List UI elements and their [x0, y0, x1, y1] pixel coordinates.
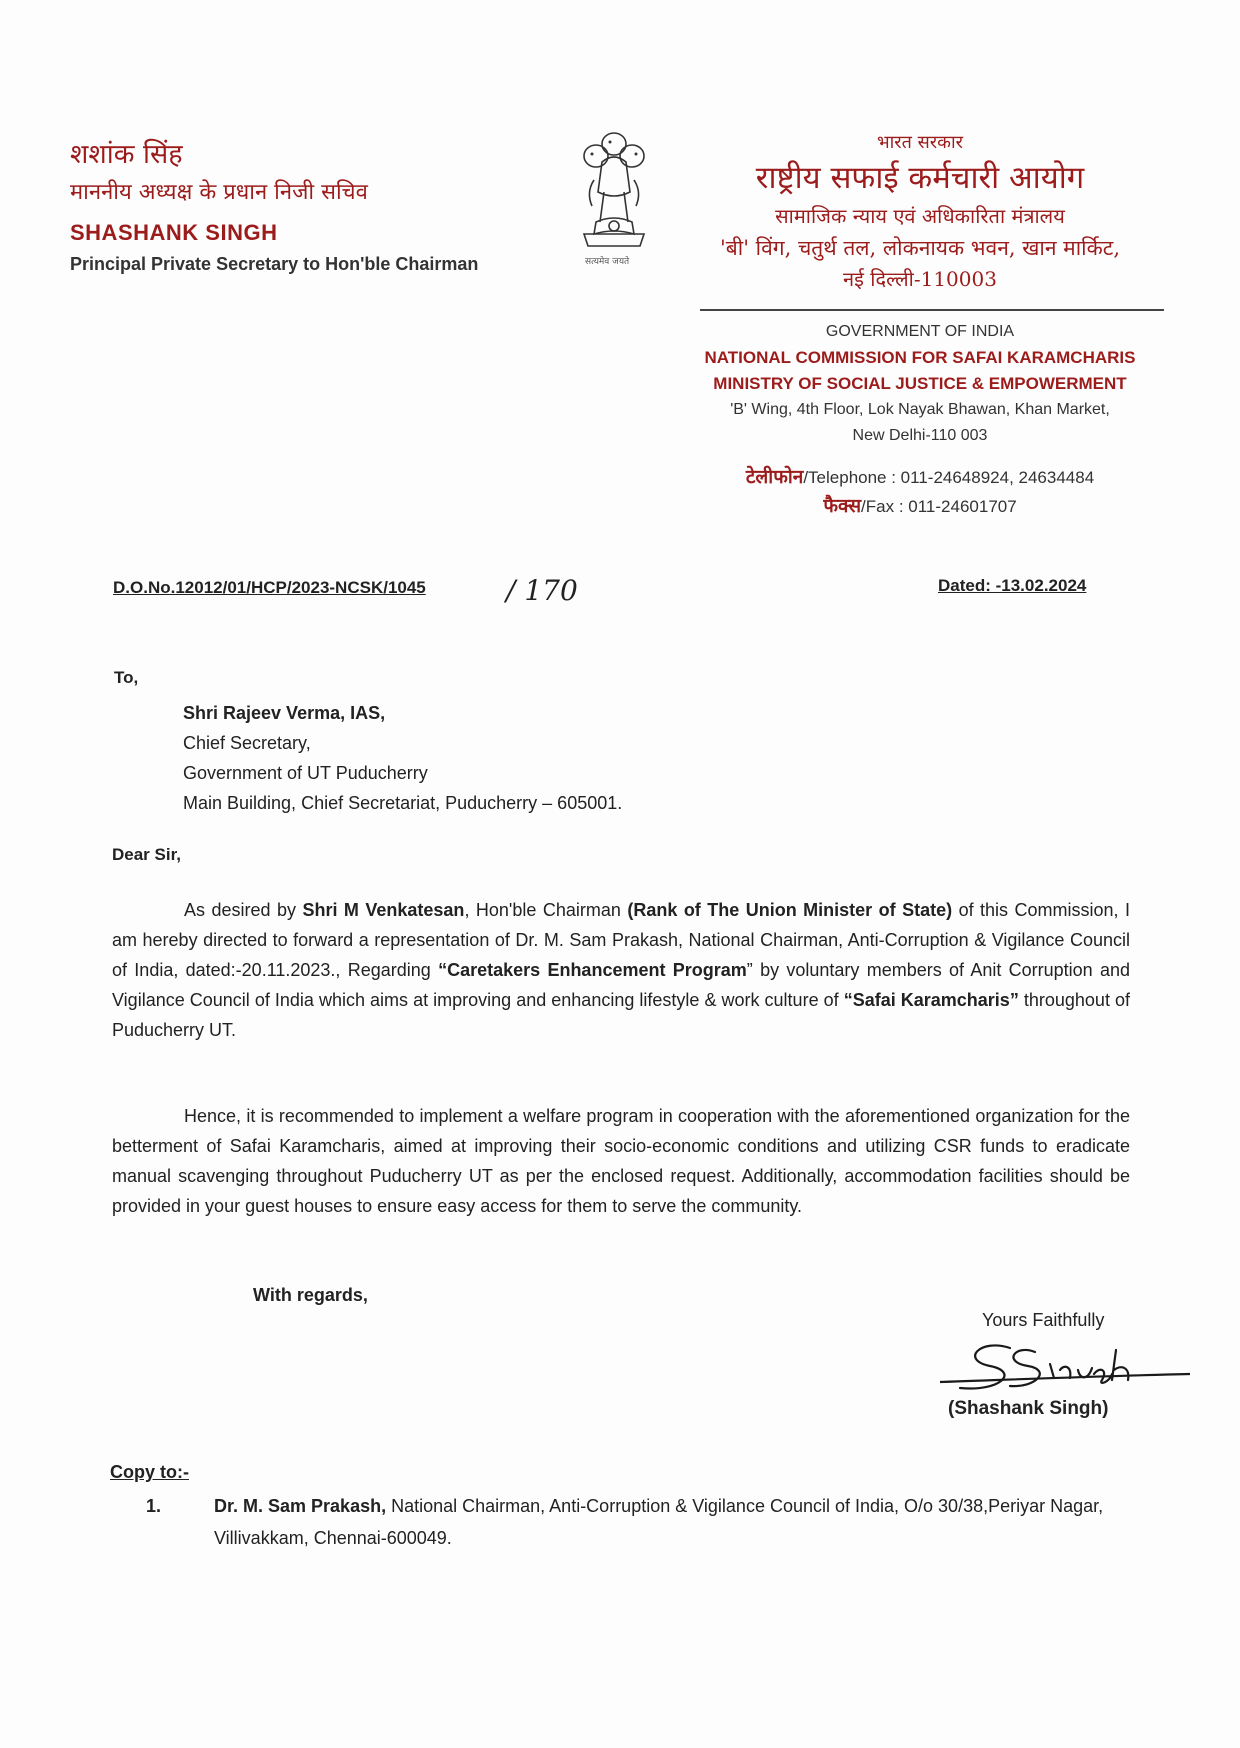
p1-bold-4: “Safai Karamcharis” [843, 990, 1019, 1010]
body-paragraph-2: Hence, it is recommended to implement a welfare program in cooperation with the aforementioned organization for the betterment of Safai Karamcharis, aimed at improving their socio-economic conditions and utilizing CSR funds to eradicate manual scavenging throughout Puducherry UT as per the enclosed request. Additionally, accommodation facilities should be provided in your guest houses to ensure easy access for them to serve the community. [112, 1106, 1130, 1216]
p1-text-5: throughout of Puducherry UT. [112, 990, 1130, 1040]
commission-header-hindi [660, 130, 1180, 294]
p1-bold-1: Shri M Venkatesan [302, 900, 465, 920]
copy-to-label: Copy to:- [110, 1462, 189, 1482]
telephone-number: /Telephone : 011-24648924, 24634484 [803, 468, 1095, 487]
p1-bold-2: (Rank of The Union Minister of State) [627, 900, 953, 920]
ministry-english: MINISTRY OF SOCIAL JUSTICE & EMPOWERMENT [713, 374, 1127, 393]
commission-name-hindi: राष्ट्रीय सफाई कर्मचारी आयोग [755, 160, 1085, 196]
government-english: GOVERNMENT OF INDIA [825, 323, 1015, 340]
header-divider [700, 309, 1164, 311]
recipient-designation: Chief Secretary, [183, 733, 311, 753]
body-paragraph-1 [112, 895, 1130, 1045]
sender-name-english: SHASHANK SINGH [70, 220, 278, 245]
telephone-line [660, 463, 1180, 492]
contact-details [660, 463, 1180, 521]
ministry-hindi: सामाजिक न्याय एवं अधिकारिता मंत्रालय [775, 204, 1065, 228]
signature-icon [940, 1330, 1190, 1400]
copy-item [214, 1490, 1134, 1554]
recipient-street-address: Main Building, Chief Secretariat, Puducherry – 605001. [183, 793, 623, 813]
emblem-motto: सत्यमेव जयते [585, 257, 630, 267]
recipient-organization: Government of UT Puducherry [183, 763, 428, 783]
do-number: D.O.No.12012/01/HCP/2023-NCSK/1045 [113, 578, 426, 597]
government-hindi: भारत सरकार [876, 132, 964, 153]
telephone-label-hindi: टेलीफोन [745, 466, 804, 488]
sender-name-hindi: शशांक सिंह [70, 139, 183, 170]
address-english: 'B' Wing, 4th Floor, Lok Nayak Bhawan, Khan Market, [730, 401, 1110, 418]
p1-text-3: of this Commission, I am hereby directed to forward a representation of Dr. M. Sam Prakash, National Chairman, Anti-Corruption & Vigilance Council of India, dated:-20.11.2023., Regarding [112, 900, 1130, 980]
p1-text-1: As desired by [184, 900, 303, 920]
city-english: New Delhi-110 003 [852, 427, 988, 444]
commission-header-english [660, 320, 1180, 521]
address-hindi: 'बी' विंग, चतुर्थ तल, लोकनायक भवन, खान मार्किट, [720, 236, 1120, 260]
to-label: To, [114, 668, 139, 687]
signatory-name: (Shashank Singh) [948, 1398, 1109, 1419]
p1-text-4: ” by voluntary members of Anit Corruption and Vigilance Council of India which aims at improving and enhancing lifestyle & work culture of [112, 960, 1131, 1010]
sender-designation-english: Principal Private Secretary to Hon'ble Chairman [70, 254, 479, 274]
closing-regards: With regards, [253, 1285, 368, 1305]
national-emblem-icon [574, 122, 654, 272]
fax-number: /Fax : 011-24601707 [861, 497, 1017, 516]
p1-text-2: , Hon'ble Chairman [464, 900, 628, 920]
recipient-address [183, 698, 622, 818]
commission-name-english: NATIONAL COMMISSION FOR SAFAI KARAMCHARIS [704, 348, 1136, 367]
fax-line [660, 492, 1180, 521]
copy-item-text: National Chairman, Anti-Corruption & Vigilance Council of India, O/o 30/38,Periyar Nagar, Villivakkam, Chennai-600049. [214, 1496, 1104, 1548]
closing-yours-faithfully: Yours Faithfully [982, 1310, 1105, 1330]
letter-date: Dated: -13.02.2024 [938, 576, 1087, 595]
p1-bold-3: “Caretakers Enhancement Program [438, 960, 747, 980]
sender-designation-hindi: माननीय अध्यक्ष के प्रधान निजी सचिव [70, 180, 368, 205]
copy-item-number: 1. [146, 1496, 162, 1516]
handwritten-reference: / 170 [506, 574, 578, 607]
copy-item-name: Dr. M. Sam Prakash, [214, 1496, 387, 1516]
recipient-name: Shri Rajeev Verma, IAS, [183, 703, 386, 723]
salutation: Dear Sir, [112, 845, 181, 864]
city-hindi: नई दिल्ली-110003 [843, 267, 997, 291]
sender-header [70, 138, 590, 275]
fax-label-hindi: फैक्स [823, 495, 862, 517]
